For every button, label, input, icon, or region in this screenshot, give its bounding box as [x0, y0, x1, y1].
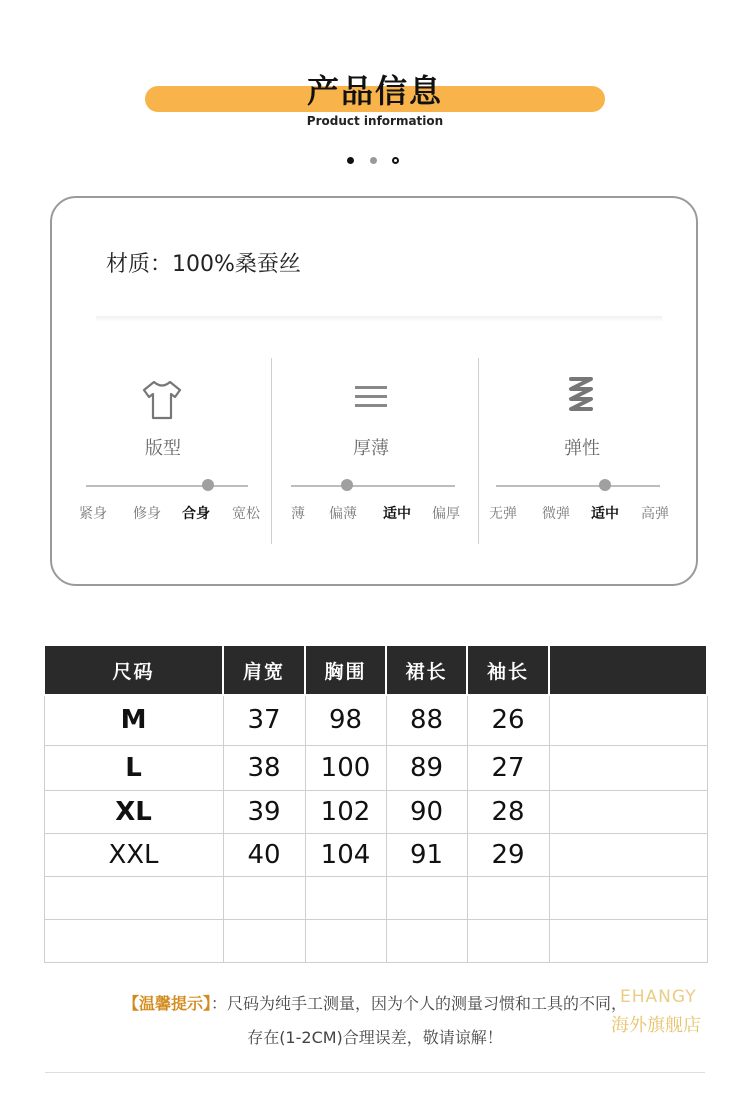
- page-dot-2: [370, 157, 377, 164]
- fit-scale-marker: [202, 479, 214, 491]
- table-cell: [549, 876, 707, 919]
- watermark-store: 海外旗舰店: [611, 1015, 701, 1036]
- header-shoulder: 肩宽: [223, 645, 305, 695]
- table-cell: [386, 876, 467, 919]
- table-cell: [549, 790, 707, 833]
- table-cell: [467, 876, 549, 919]
- tip-label: 【温馨提示】: [122, 994, 211, 1013]
- size-table: [43, 644, 708, 963]
- page-dot-3: [392, 157, 399, 164]
- thickness-option: 薄: [291, 506, 305, 522]
- table-cell: 90: [386, 790, 467, 833]
- table-cell: [549, 919, 707, 962]
- table-cell: 28: [467, 790, 549, 833]
- table-cell: [467, 919, 549, 962]
- material-text: 材质：100%桑蚕丝: [106, 252, 301, 277]
- table-cell: [223, 919, 305, 962]
- table-row: [44, 790, 707, 833]
- page-subtitle: Product information: [306, 114, 444, 128]
- fit-option: 修身: [133, 506, 161, 522]
- table-row: [44, 833, 707, 876]
- fit-option: 宽松: [232, 506, 260, 522]
- table-cell: 104: [305, 833, 386, 876]
- table-cell: 26: [467, 695, 549, 745]
- table-cell: 88: [386, 695, 467, 745]
- table-cell: [305, 919, 386, 962]
- thickness-option: 偏薄: [329, 506, 357, 522]
- header-empty: [549, 645, 707, 695]
- fit-option-selected: 合身: [182, 506, 210, 522]
- table-header-row: [44, 645, 707, 695]
- fit-scale-line: [86, 485, 248, 487]
- table-cell: L: [44, 745, 223, 790]
- table-cell: 91: [386, 833, 467, 876]
- table-cell: 100: [305, 745, 386, 790]
- table-cell: 102: [305, 790, 386, 833]
- table-cell: [549, 695, 707, 745]
- header-skirt-length: 裙长: [386, 645, 467, 695]
- fit-label: 版型: [145, 438, 181, 459]
- elasticity-option-selected: 适中: [591, 506, 619, 522]
- thickness-label: 厚薄: [353, 438, 389, 459]
- table-cell: [549, 745, 707, 790]
- spring-icon: [566, 375, 596, 423]
- layers-icon: [354, 384, 388, 416]
- table-cell: [549, 833, 707, 876]
- table-cell: 29: [467, 833, 549, 876]
- table-cell: [223, 876, 305, 919]
- elasticity-option: 无弹: [489, 506, 517, 522]
- table-cell: M: [44, 695, 223, 745]
- header-sleeve-length: 袖长: [467, 645, 549, 695]
- table-cell: [305, 876, 386, 919]
- table-row: [44, 876, 707, 919]
- table-row: [44, 695, 707, 745]
- table-cell: 89: [386, 745, 467, 790]
- watermark-brand: EHANGY: [620, 987, 697, 1007]
- thickness-scale-marker: [341, 479, 353, 491]
- elasticity-option: 高弹: [641, 506, 669, 522]
- elasticity-label: 弹性: [564, 438, 600, 459]
- elasticity-option: 微弹: [542, 506, 570, 522]
- thickness-option: 偏厚: [432, 506, 460, 522]
- page-dot-1: [347, 157, 354, 164]
- table-cell: XXL: [44, 833, 223, 876]
- table-row: [44, 919, 707, 962]
- table-row: [44, 745, 707, 790]
- header-size: 尺码: [44, 645, 223, 695]
- elasticity-scale-line: [496, 485, 660, 487]
- tshirt-icon: [140, 378, 184, 426]
- fit-option: 紧身: [79, 506, 107, 522]
- table-cell: 40: [223, 833, 305, 876]
- table-cell: 39: [223, 790, 305, 833]
- table-cell: 38: [223, 745, 305, 790]
- table-cell: 98: [305, 695, 386, 745]
- table-cell: 37: [223, 695, 305, 745]
- header-bust: 胸围: [305, 645, 386, 695]
- page-title: 产品信息: [306, 72, 443, 110]
- thickness-option-selected: 适中: [383, 506, 411, 522]
- table-cell: XL: [44, 790, 223, 833]
- table-cell: [44, 876, 223, 919]
- table-cell: 27: [467, 745, 549, 790]
- elasticity-scale-marker: [599, 479, 611, 491]
- bottom-divider: [45, 1072, 705, 1073]
- divider-shadow: [96, 316, 662, 322]
- tip-text-1: ：尺码为纯手工测量，因为个人的测量习惯和工具的不同，: [211, 994, 628, 1013]
- tip-line-2: 存在(1-2CM)合理误差，敬请谅解！: [247, 1028, 503, 1047]
- thickness-scale-line: [291, 485, 455, 487]
- table-cell: [44, 919, 223, 962]
- table-cell: [386, 919, 467, 962]
